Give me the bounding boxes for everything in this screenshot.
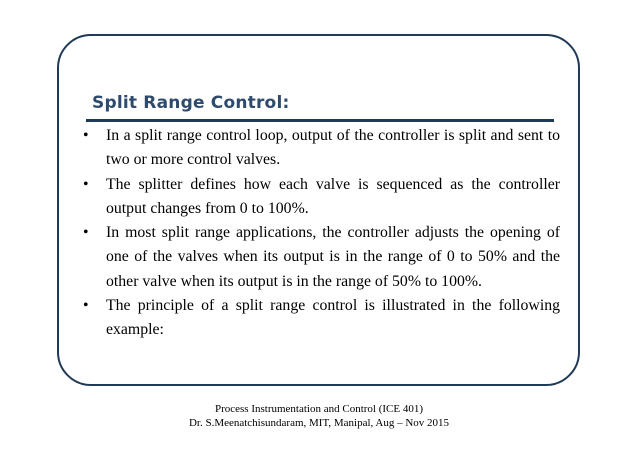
footer-course: Process Instrumentation and Control (ICE 401) xyxy=(214,403,424,415)
bullet-marker: • xyxy=(83,175,89,193)
footer-author: Dr. S.Meenatchisundaram, MIT, Manipal, Aug – Nov 2015 xyxy=(188,417,450,429)
bullet-marker: • xyxy=(83,297,89,315)
bullet-text: The principle of a split range control is illustrated in the following example: xyxy=(106,297,560,339)
bullet-marker: • xyxy=(83,127,89,144)
bullet-marker: • xyxy=(83,224,89,242)
bullet-item xyxy=(79,124,560,173)
bullet-item xyxy=(79,294,560,343)
slide-title: Split Range Control: xyxy=(92,93,290,113)
bullet-item xyxy=(79,173,560,222)
bullet-list xyxy=(79,124,560,343)
bullet-text: In a split range control loop, output of the controller is split and sent to two or more control valves. xyxy=(106,127,560,169)
bullet-text: The splitter defines how each valve is sequenced as the controller output changes from 0 to 100%. xyxy=(106,175,560,217)
bullet-item xyxy=(79,221,560,294)
title-underline xyxy=(86,119,554,122)
bullet-text: In most split range applications, the controller adjusts the opening of one of the valves when its output is in the range of 0 to 50% and the other valve when its output is in the range of 50% to 100%. xyxy=(106,224,560,290)
